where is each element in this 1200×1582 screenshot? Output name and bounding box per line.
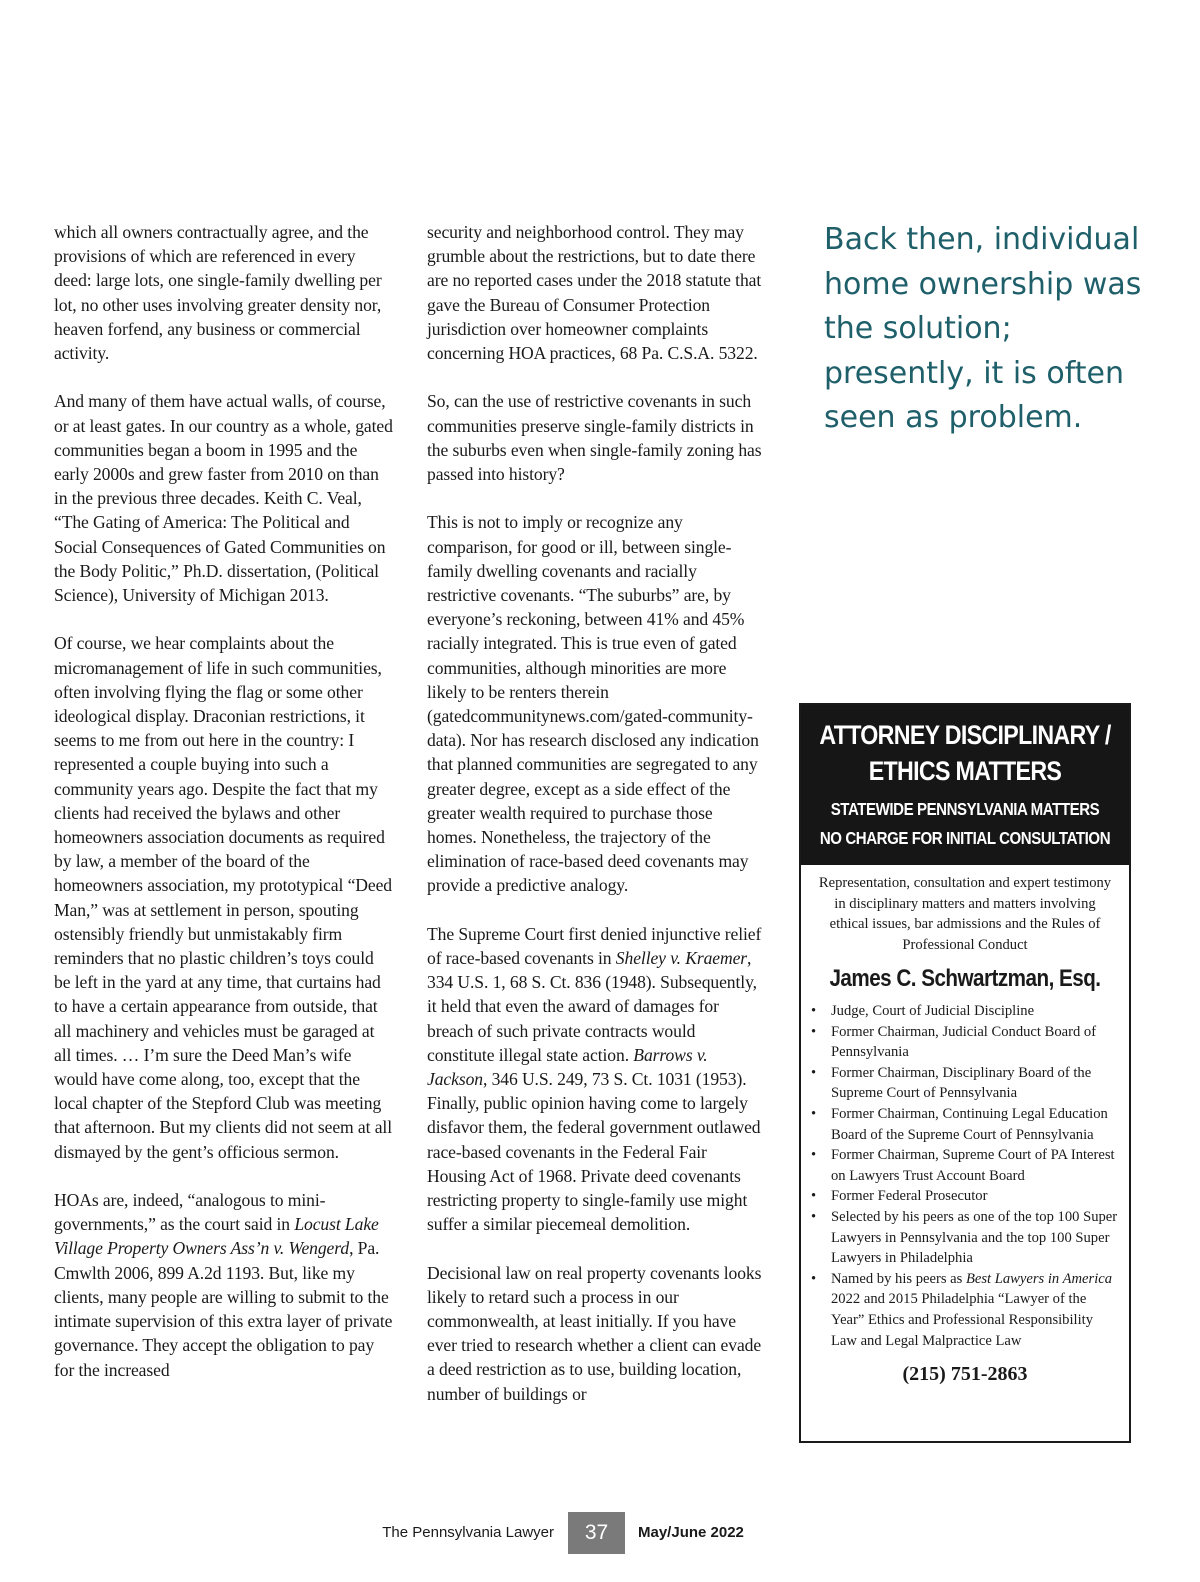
paragraph: [54, 389, 394, 607]
text-segment: So, can the use of restrictive covenants in such communities preserve single-family districts in the suburbs even when single-family zoning has passed into history?: [427, 391, 762, 485]
text-segment: , Pa. Cmwlth 2006, 899 A.2d 1193. But, like my clients, many people are willing to submit to the intimate supervision of this extra layer of private governance. They accept the obligation to pay for the increased: [54, 1238, 393, 1380]
text-segment: Former Federal Prosecutor: [831, 1188, 988, 1205]
issue-date: May/June 2022: [638, 1524, 744, 1541]
text-segment: HOAs are, indeed, “analogous to mini-governments,” as the court said in: [54, 1190, 326, 1235]
text-segment: Of course, we hear complaints about the micromanagement of life in such communities, often involving flying the flag or some other ideological display. Draconian restrictions, it seems to me from out here in the country: I represented a couple buying into such a community years ago. Despite the fact that my clients had received the bylaws and other homeowners association documents as required by law, a member of the board of the homeowners association, my prototypical “Deed Man,” was at settlement in person, spouting ostensibly friendly but unmistakably firm reminders that no plastic children’s toys could be left in the yard at any time, that curtains had to have a certain appearance from outside, that all machinery and vehicles must be garaged at all times. … I’m sure the Deed Man’s wife would have come along, too, except that the local chapter of the Stepford Club was meeting that afternoon. But my clients did not seem at all dismayed by the gent’s officious sermon.: [54, 633, 393, 1162]
publication-name: The Pennsylvania Lawyer: [382, 1524, 554, 1541]
ad-subtitle-line-2: NO CHARGE FOR INITIAL CONSULTATION: [819, 828, 1111, 848]
credential-item: [809, 1022, 1119, 1063]
credential-item: [809, 1001, 1119, 1022]
credentials-list: [801, 1001, 1129, 1351]
text-segment: 2022 and 2015 Philadelphia “Lawyer of the Year” Ethics and Professional Responsibility Law and Legal Malpractice Law: [831, 1291, 1093, 1349]
credential-item: [809, 1063, 1119, 1104]
page-footer: [0, 1512, 1200, 1554]
text-segment: Former Chairman, Supreme Court of PA Interest on Lawyers Trust Account Board: [831, 1147, 1115, 1184]
text-segment: The Supreme Court first denied injunctive relief of race-based covenants in: [427, 923, 762, 969]
paragraph: [427, 389, 765, 486]
text-segment: And many of them have actual walls, of course, or at least gates. In our country as a whole, gated communities began a boom in 1995 and the early 2000s and grew faster from 2010 on than in the previous three decades. Keith C. Veal, “The Gating of America: The Political and Social Consequences of Gated Communities on the Body Politic,” Ph.D. dissertation, (Political Science), University of Michigan 2013.: [54, 391, 393, 606]
text-segment: , 346 U.S. 249, 73 S. Ct. 1031 (1953). Finally, public opinion having come to largely disfavor them, the federal government outlawed race-based covenants in the Federal Fair Housing Act of 1968. Private deed covenants restricting property to single-family use might suffer a similar piecemeal demolition.: [427, 1069, 761, 1235]
credential-item: [809, 1104, 1119, 1145]
attorney-name: James C. Schwartzman, Esq.: [829, 965, 1101, 992]
paragraph: [54, 1188, 394, 1382]
text-segment: Decisional law on real property covenants looks likely to retard such a process in our commonwealth, at least initially. If you have ever tried to research whether a client can evade a deed restriction as to use, building location, number of buildings or: [427, 1262, 762, 1404]
text-segment: Former Chairman, Continuing Legal Education Board of the Supreme Court of Pennsylvania: [831, 1105, 1108, 1143]
paragraph: [54, 631, 394, 1163]
article-column-1: [54, 220, 394, 1406]
ad-description: Representation, consultation and expert testimony in disciplinary matters and matters involving ethical issues, bar admissions and the Rules of Professional Conduct: [818, 875, 1112, 953]
ad-header: [801, 705, 1129, 865]
text-segment: which all owners contractually agree, and the provisions of which are referenced in every deed: large lots, one single-family dwelling per lot, no other uses involving greater density nor, heaven forfend, any business or commercial activity.: [54, 222, 382, 364]
text-segment: Former Chairman, Disciplinary Board of the Supreme Court of Pennsylvania: [831, 1064, 1092, 1102]
phone-number: (215) 751-2863: [902, 1363, 1028, 1386]
case-citation: Locust Lake Village Property Owners Ass’n v. Wengerd: [54, 1214, 379, 1259]
case-citation: Shelley v. Kraemer: [615, 948, 748, 969]
case-citation: Best Lawyers in America: [965, 1270, 1113, 1287]
text-segment: Former Chairman, Judicial Conduct Board of Pennsylvania: [831, 1023, 1097, 1061]
credential-item: [809, 1207, 1119, 1269]
article-column-2: [427, 220, 765, 1430]
text-segment: Judge, Court of Judicial Discipline: [831, 1003, 1035, 1019]
text-segment: Named by his peers as: [831, 1270, 966, 1287]
credential-item: [809, 1269, 1119, 1351]
text-segment: Selected by his peers as one of the top 100 Super Lawyers in Pennsylvania and the top 100 Super Lawyers in Philadelphia: [831, 1208, 1118, 1267]
page-number: 37: [568, 1512, 625, 1554]
ad-title-line-1: ATTORNEY DISCIPLINARY /: [819, 720, 1111, 750]
credential-item: [809, 1186, 1119, 1207]
ad-title-line-2: ETHICS MATTERS: [868, 756, 1062, 786]
attorney-advertisement: [799, 703, 1131, 1443]
ad-subtitle-line-1: STATEWIDE PENNSYLVANIA MATTERS: [830, 799, 1100, 819]
paragraph: [54, 220, 394, 365]
paragraph: [427, 922, 765, 1237]
text-segment: This is not to imply or recognize any comparison, for good or ill, between single-family dwelling covenants and racially restrictive covenants. “The suburbs” are, by everyone’s reckoning, between 41% and 45% racially integrated. This is true even of gated communities, although minorities are more likely to be renters therein (gatedcommunitynews.com/gated-community-data). Nor has research disclosed any indication that planned communities are segregated to any greater degree, except as a side effect of the greater wealth required to purchase those homes. Nonetheless, the trajectory of the elimination of race-based deed covenants may provide a predictive analogy.: [427, 512, 759, 896]
text-segment: security and neighborhood control. They may grumble about the restrictions, but to date there are no reported cases under the 2018 statute that gave the Bureau of Consumer Protection jurisdiction over homeowner complaints concerning HOA practices, 68 Pa. C.S.A. 5322.: [427, 222, 762, 364]
credential-item: [809, 1145, 1119, 1186]
paragraph: [427, 220, 765, 365]
pull-quote: Back then, individual home ownership was the solution; presently, it is often seen as problem.: [824, 222, 1142, 435]
text-segment: , 334 U.S. 1, 68 S. Ct. 836 (1948). Subsequently, it held that even the award of damages for breach of such private contracts would constitute illegal state action.: [427, 948, 757, 1065]
paragraph: [427, 1261, 765, 1406]
case-citation: Barrows v. Jackson: [427, 1044, 708, 1090]
paragraph: [427, 510, 765, 897]
